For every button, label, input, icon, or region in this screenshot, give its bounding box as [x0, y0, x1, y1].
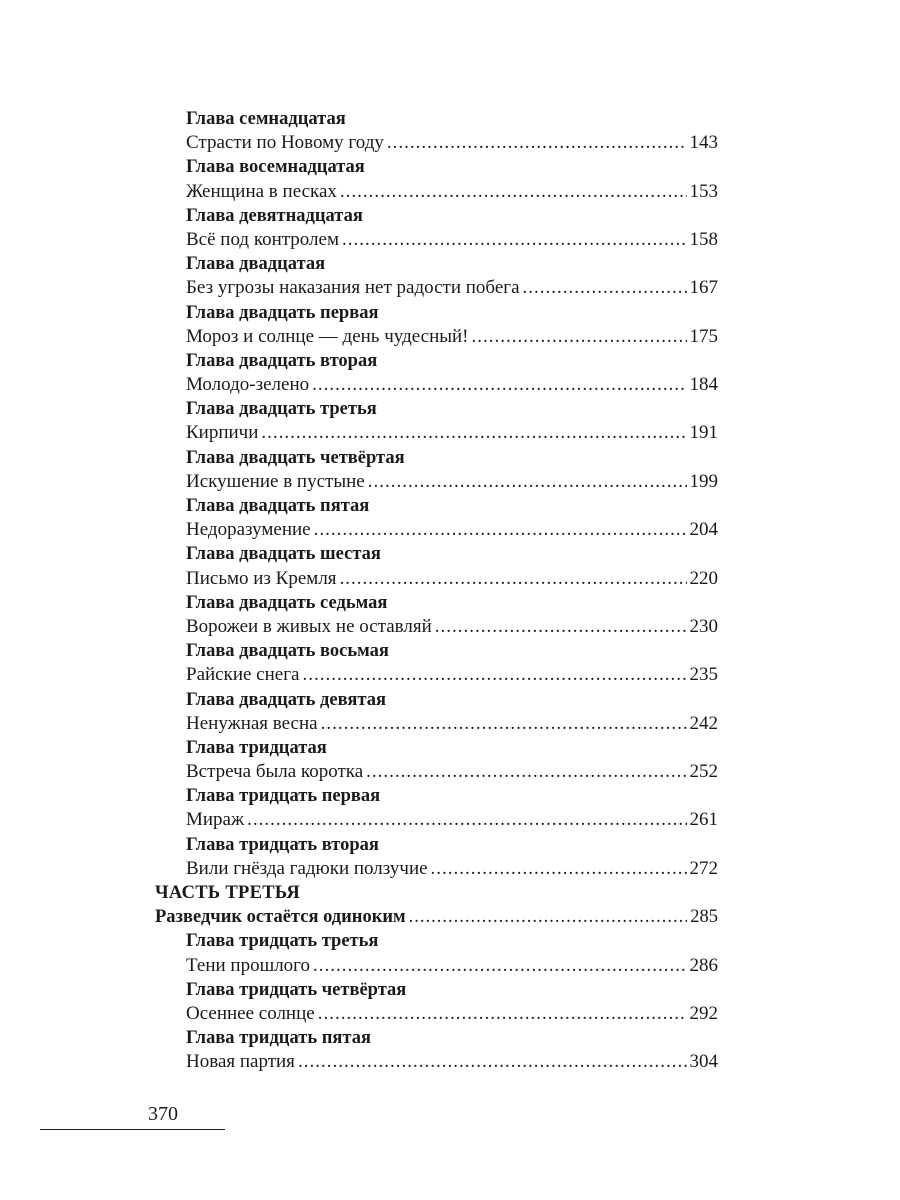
entry-title: Разведчик остаётся одиноким: [155, 907, 406, 928]
chapter-title-entry: [155, 808, 718, 832]
chapter-title-entry: [155, 518, 718, 542]
dot-leader: [314, 518, 687, 542]
entry-page-number: 261: [689, 809, 718, 831]
chapter-title-entry: [155, 857, 718, 881]
chapter-heading: Глава двадцать шестая: [186, 544, 381, 565]
entry-page-number: 220: [689, 567, 718, 589]
dot-leader: [321, 712, 687, 736]
chapter-title-entry: [155, 712, 718, 736]
entry-page-number: 167: [689, 277, 718, 299]
entry-title: Ворожеи в живых не оставляй: [186, 615, 432, 637]
entry-title: Ненужная весна: [186, 712, 318, 734]
entry-page-number: 191: [689, 422, 718, 444]
chapter-title-entry: [155, 373, 718, 397]
chapter-heading: Глава девятнадцатая: [186, 205, 363, 226]
chapter-title-entry: [155, 228, 718, 252]
dot-leader: [313, 954, 686, 978]
dot-leader: [302, 663, 686, 687]
entry-page-number: 153: [689, 180, 718, 202]
entry-title: Всё под контролем: [186, 228, 339, 250]
chapter-heading: Глава двадцать четвёртая: [186, 447, 405, 468]
dot-leader: [318, 1002, 687, 1026]
chapter-title-entry: [155, 1002, 718, 1026]
chapter-heading: Глава тридцать третья: [186, 931, 379, 952]
entry-title: Встреча была коротка: [186, 761, 364, 783]
chapter-title-entry: [155, 131, 718, 155]
chapter-heading: Глава тридцать вторая: [186, 834, 379, 855]
chapter-title-entry: [155, 760, 718, 784]
entry-title: Осеннее солнце: [186, 1002, 315, 1024]
chapter-title-entry: [155, 276, 718, 300]
dot-leader: [368, 470, 687, 494]
entry-page-number: 235: [689, 664, 718, 686]
entry-title: Мираж: [186, 809, 245, 831]
entry-title: Райские снега: [186, 664, 300, 686]
part-heading: ЧАСТЬ ТРЕТЬЯ: [155, 883, 301, 903]
dot-leader: [366, 760, 686, 784]
chapter-heading: Глава двадцать пятая: [186, 496, 370, 516]
chapter-heading: Глава двадцать вторая: [186, 350, 378, 371]
entry-page-number: 292: [689, 1002, 718, 1024]
entry-title: Письмо из Кремля: [186, 567, 337, 589]
chapter-heading: Глава двадцать третья: [186, 399, 377, 420]
table-of-contents: [155, 107, 718, 1075]
chapter-title-entry: [155, 663, 718, 687]
dot-leader: [387, 131, 687, 155]
dot-leader: [247, 808, 686, 832]
entry-title: Без угрозы наказания нет радости побега: [186, 277, 520, 299]
chapter-heading: Глава семнадцатая: [186, 109, 346, 129]
entry-title: Страсти по Новому году: [186, 132, 384, 154]
entry-page-number: 272: [689, 857, 718, 879]
entry-title: Женщина в песках: [186, 180, 337, 202]
dot-leader: [472, 325, 687, 349]
dot-leader: [340, 567, 687, 591]
page-number: 370: [148, 1103, 178, 1125]
entry-page-number: 286: [689, 954, 718, 976]
entry-title: Тени прошлого: [186, 954, 311, 976]
dot-leader: [435, 615, 687, 639]
chapter-title-entry: [155, 954, 718, 978]
footer-rule: [40, 1129, 225, 1130]
chapter-heading: Глава тридцать пятая: [186, 1028, 371, 1049]
chapter-heading: Глава двадцатая: [186, 254, 326, 275]
entry-title: Мороз и солнце — день чудесный!: [186, 325, 469, 347]
entry-title: Вили гнёзда гадюки ползучие: [186, 857, 428, 879]
entry-page-number: 143: [689, 132, 718, 154]
chapter-heading: Глава двадцать девятая: [186, 689, 386, 710]
chapter-title-entry: [155, 567, 718, 591]
chapter-heading: Глава тридцать первая: [186, 786, 381, 807]
chapter-heading: Глава тридцатая: [186, 737, 327, 758]
dot-leader: [298, 1050, 687, 1074]
chapter-title-entry: [155, 1050, 718, 1074]
chapter-heading: Глава восемнадцатая: [186, 157, 365, 178]
entry-page-number: 175: [689, 325, 718, 347]
part-title-entry: [155, 905, 718, 929]
entry-page-number: 204: [689, 519, 718, 541]
entry-title: Кирпичи: [186, 422, 259, 444]
entry-page-number: 252: [689, 761, 718, 783]
dot-leader: [409, 905, 688, 929]
chapter-heading: Глава двадцать восьмая: [186, 641, 389, 662]
chapter-title-entry: [155, 421, 718, 445]
entry-page-number: 199: [689, 470, 718, 492]
entry-page-number: 304: [689, 1051, 718, 1073]
entry-title: Новая партия: [186, 1051, 295, 1073]
chapter-heading: Глава двадцать первая: [186, 302, 379, 323]
entry-page-number: 242: [689, 712, 718, 734]
entry-title: Искушение в пустыне: [186, 470, 365, 492]
dot-leader: [523, 276, 687, 300]
entry-page-number: 184: [689, 374, 718, 396]
entry-page-number: 230: [689, 615, 718, 637]
dot-leader: [261, 421, 686, 445]
entry-title: Недоразумение: [186, 519, 311, 541]
dot-leader: [312, 373, 686, 397]
entry-title: Молодо-зелено: [186, 374, 310, 396]
dot-leader: [342, 228, 687, 252]
chapter-title-entry: [155, 325, 718, 349]
chapter-title-entry: [155, 615, 718, 639]
dot-leader: [340, 180, 687, 204]
entry-page-number: 158: [689, 228, 718, 250]
entry-page-number: 285: [690, 907, 718, 928]
chapter-title-entry: [155, 470, 718, 494]
chapter-heading: Глава тридцать четвёртая: [186, 979, 407, 1000]
chapter-heading: Глава двадцать седьмая: [186, 592, 388, 613]
chapter-title-entry: [155, 180, 718, 204]
dot-leader: [431, 857, 687, 881]
